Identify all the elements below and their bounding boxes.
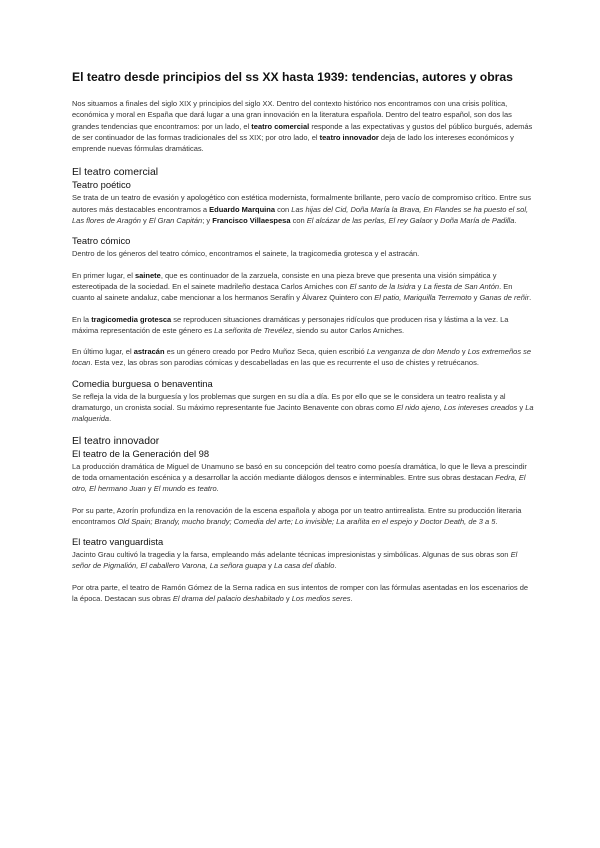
work-titles: El patio, Mariquilla Terremoto (374, 293, 472, 303)
paragraph-sainete (72, 270, 534, 304)
work-title: Los medios seres (291, 594, 351, 604)
subheading-poetico: Teatro poético (72, 179, 131, 191)
section-heading-comercial: El teatro comercial (72, 167, 159, 179)
text: con (275, 204, 292, 214)
work-title: La casa del diablo (273, 561, 335, 571)
text: y (517, 403, 526, 413)
section-heading-innovador: El teatro innovador (72, 435, 160, 447)
text: con (290, 216, 307, 226)
text: Jacinto Grau cultivó la tragedia y la farsa, empleando más adelante técnicas impresionistas y simbólicas. Algunas de sus obras son (72, 550, 511, 560)
text: . Esta vez, las obras son parodias cómicas y descabelladas en las que es recurrente el uso de chistes y retruécanos. (90, 358, 479, 368)
text: y (266, 561, 274, 571)
text: se reproducen situaciones dramáticas y personajes ridículos que producen risa y lástima a la vez. La máxima representación de este género es (72, 314, 509, 335)
text: ; y (202, 216, 213, 226)
intro-paragraph (72, 98, 534, 154)
subheading-comico: Teatro cómico (72, 235, 131, 247)
text: . (514, 216, 517, 226)
text: Se refleja la vida de la burguesía y los problemas que surgen en su día a día. Es por ello que se le considera un teatro realista y al dramaturgo, un cronista social. Su máximo representante fue Jacinto Benavente con obras como (72, 391, 506, 413)
work-title: Doña María de Padilla (440, 216, 515, 226)
text: La producción dramática de Miguel de Unamuno se basó en su concepción del teatro como poesía dramática, lo que le lleva a prescindir de toda ornamentación escénica y a desarrollar la acción mediante diálogos densos e interminables. Entre sus obras destacan (72, 461, 527, 482)
text: Por otra parte, el teatro de Ramón Gómez de la Serna radica en sus intentos de romper con las fórmulas asentadas en los escenarios de la época. Destacan sus obras (72, 582, 529, 604)
subheading-generacion-98: El teatro de la Generación del 98 (72, 447, 210, 459)
work-title: El Gran Capitán (148, 216, 203, 226)
work-title: La fiesta de San Antón (423, 281, 500, 291)
text: , siendo su autor Carlos Arniches. (292, 325, 405, 335)
work-titles: El nido ajeno, Los intereses creados (396, 403, 518, 413)
text: y (145, 484, 154, 494)
work-titles: Las hijas del Cid, Doña María la Brava, En Flandes se ha puesto el sol, Las flores de Aragón (72, 204, 529, 226)
text: En primer lugar, el (72, 270, 135, 280)
document-title: El teatro desde principios del ss XX hasta 1939: tendencias, autores y obras (72, 70, 513, 84)
subheading-vanguardista: El teatro vanguardista (72, 536, 164, 548)
text: y (471, 293, 480, 303)
text: . En cuanto al sainete andaluz, cabe mencionar a los hermanos Serafín y Álvarez Quintero con (72, 281, 513, 303)
text: y (432, 216, 441, 226)
paragraph-gomez-serna (72, 582, 534, 605)
work-title: La malquerida (72, 403, 534, 424)
work-title: La venganza de don Mendo (366, 347, 460, 357)
text: es un género creado por Pedro Muñoz Seca, quien escribió (164, 347, 367, 357)
paragraph-astracan (72, 346, 534, 369)
text: En la (72, 314, 92, 324)
term-astracan: astracán (133, 347, 165, 357)
work-titles: Old Spain; Brandy, mucho brandy; Comedia del arte; Lo invisible; La arañita en el espejo y Doctor Death, de 3 a 5 (117, 516, 496, 526)
text: . (334, 561, 337, 571)
author-marquina: Eduardo Marquina (209, 204, 276, 214)
paragraph-grau (72, 549, 534, 572)
text: y (283, 594, 292, 604)
intro-text-a: Nos situamos a finales del siglo XIX y principios del siglo XX. Dentro del contexto histórico nos encontramos con una crisis política, económica y moral en España que dará lugar a una gran innovación en la literatura española. Dentro del teatro español, son dos las grandes tendencias que encontramos: por un lado, el (72, 99, 512, 131)
text: Por su parte, Azorín profundiza en la renovación de la escena española y aboga por un teatro antirrealista. Entre su producción literaria encontramos (72, 505, 522, 526)
text: . (495, 516, 498, 526)
paragraph-burguesa (72, 391, 534, 425)
intro-bold-comercial: teatro comercial (251, 121, 310, 131)
paragraph-tragicomedia (72, 314, 534, 337)
text: . (529, 293, 532, 303)
work-title: Ganas de reñir (479, 293, 530, 303)
paragraph-unamuno (72, 461, 534, 495)
subheading-burguesa: Comedia burguesa o benaventina (72, 377, 213, 389)
intro-text-c: responde a las expectativas y gustos del público burgués, además de ser continuador de las formas tradicionales del ss XIX; por otro lado, el (72, 121, 533, 142)
text: y (140, 216, 149, 226)
work-title: Los extremeños se tocan (72, 347, 532, 368)
work-titles: El señor de Pigmalión, El caballero Varona, La señora guapa (72, 550, 518, 571)
intro-text-d: deja de lado los intereses económicos y emprende nuevas fórmulas dramáticas. (72, 132, 514, 154)
text: . (109, 414, 112, 424)
work-title: El santo de la Isidra (349, 281, 416, 291)
work-titles: Fedra, El otro, El hermano Juan (72, 472, 526, 494)
work-title: El drama del palacio deshabitado (172, 594, 284, 604)
text: y (459, 347, 468, 357)
term-sainete: sainete (134, 270, 161, 280)
text: . (350, 594, 353, 604)
paragraph-azorin (72, 505, 534, 528)
term-tragicomedia: tragicomedia grotesca (91, 314, 172, 324)
text: Se trata de un teatro de evasión y apologético con estética modernista, formalmente brillante, pero vacío de compromiso crítico. Entre sus autores más destacables encontramos a (72, 193, 531, 214)
paragraph-poetico (72, 192, 534, 226)
text: , que es continuador de la zarzuela, consiste en una pieza breve que presenta una visión simpática y estereotipada de la sociedad. En el sainete madrileño destaca Carlos Arniches con (72, 270, 497, 291)
work-title: La señorita de Trevélez (214, 325, 292, 335)
work-title: El mundo es teatro (153, 484, 217, 494)
text: En último lugar, el (72, 347, 134, 357)
work-titles: El alcázar de las perlas, El rey Galaor (306, 216, 433, 226)
paragraph-comico-intro: Dentro de los géneros del teatro cómico, encontramos el sainete, la tragicomedia grotesca y el astracán. (72, 249, 420, 259)
text: y (415, 281, 424, 291)
author-villaespesa: Francisco Villaespesa (212, 216, 291, 226)
text: . (216, 484, 219, 494)
intro-bold-innovador: teatro innovador (319, 132, 379, 142)
